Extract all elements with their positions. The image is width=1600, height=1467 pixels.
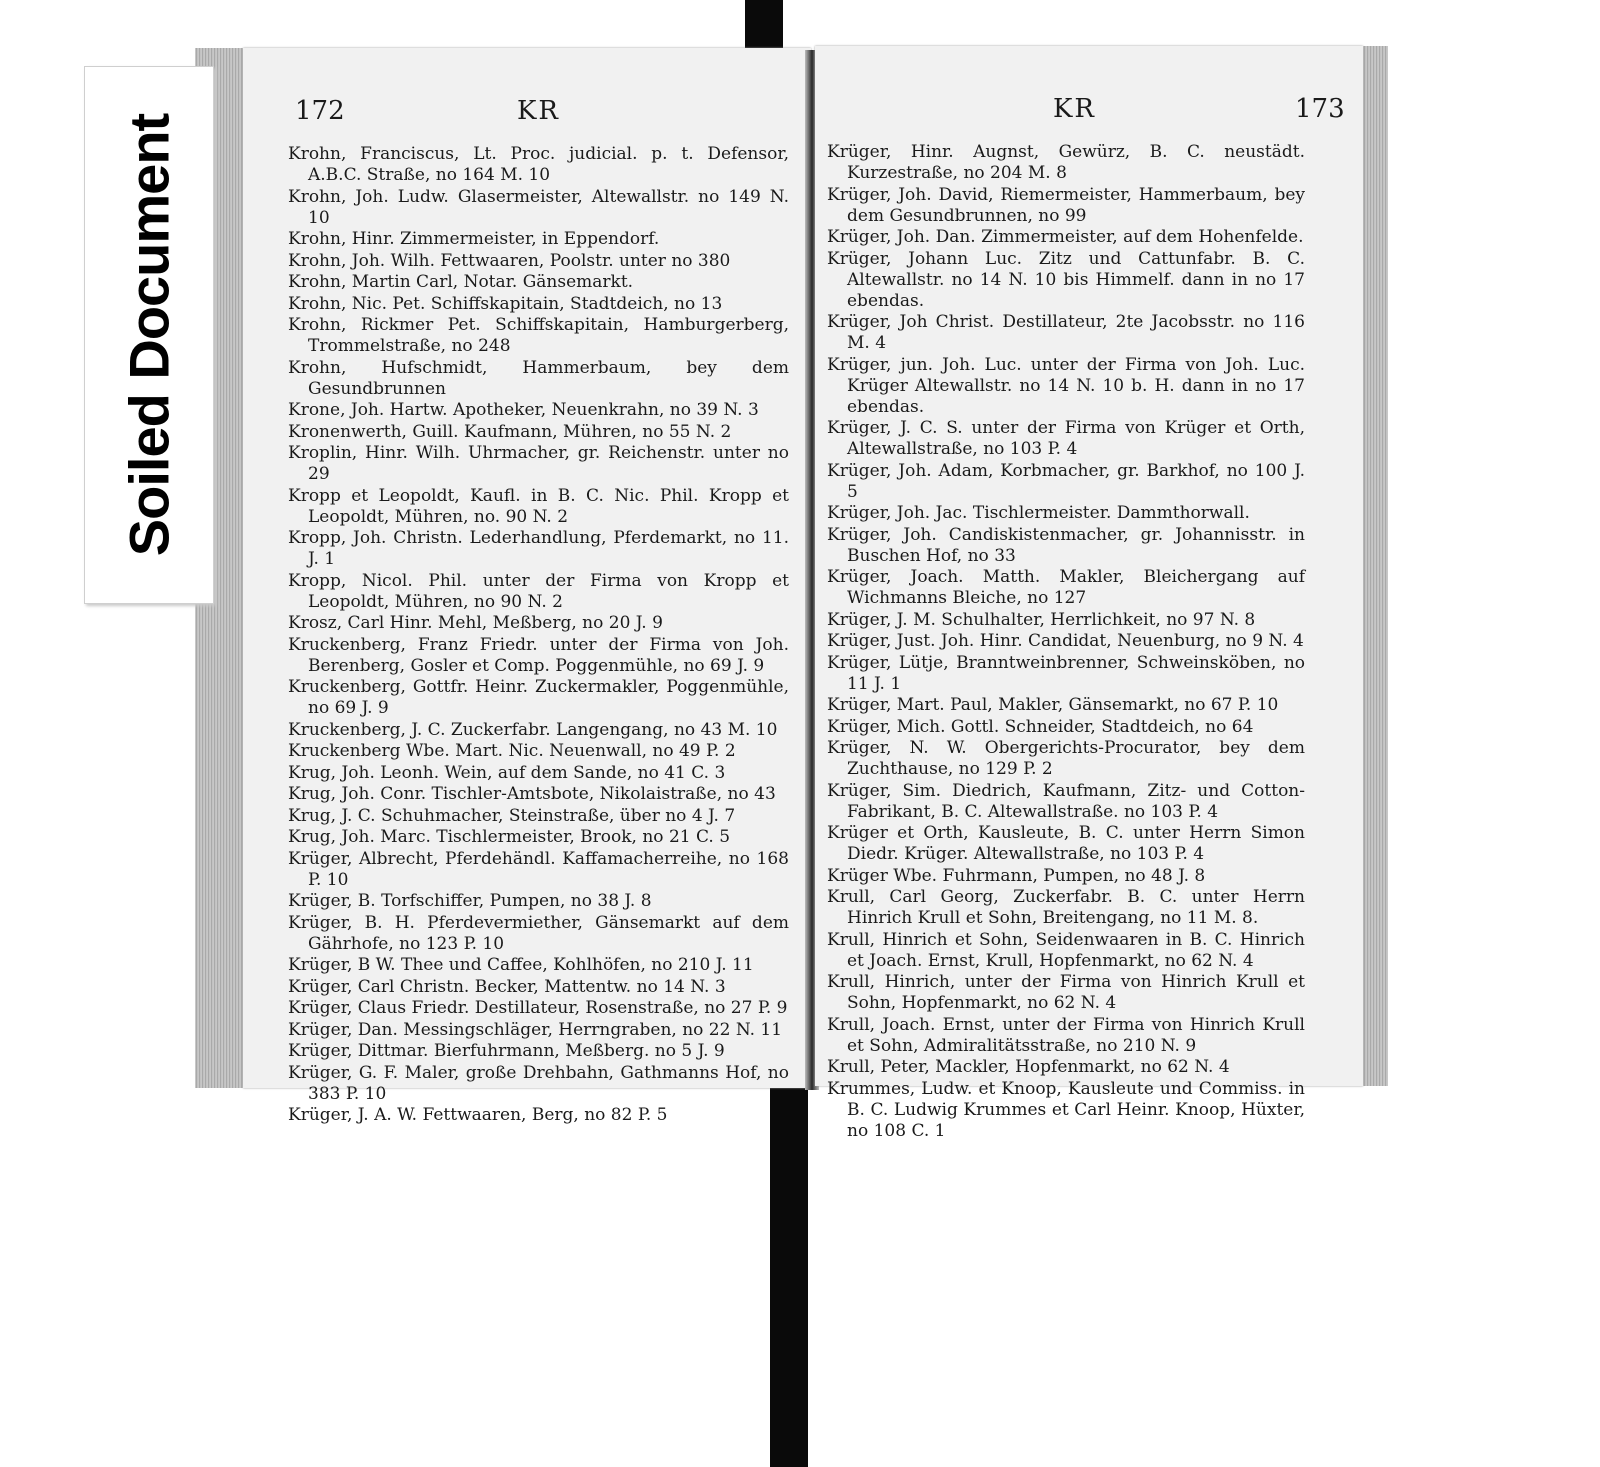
directory-entry: Krug, Joh. Marc. Tischlermeister, Brook, no 21 C. 5 xyxy=(288,827,731,847)
directory-entry: Kropp, Joh. Christn. Lederhandlung, Pferdemarkt, no 11. J. 1 xyxy=(288,528,789,569)
directory-entry: Krüger, Joh. David, Riemermeister, Hammerbaum, bey dem Gesundbrunnen, no 99 xyxy=(827,184,1305,226)
directory-entry: Krull, Peter, Mackler, Hopfenmarkt, no 62 N. 4 xyxy=(827,1057,1230,1077)
directory-entry: Krüger, Dan. Messingschläger, Herrngraben, no 22 N. 11 xyxy=(288,1019,783,1040)
directory-entry: Krüger, Joh. Jac. Tischlermeister. Dammthorwall. xyxy=(827,503,1250,523)
directory-entry: Krohn, Joh. Ludw. Glasermeister, Altewallstr. no 149 N. 10 xyxy=(288,186,789,228)
directory-entry: Krüger, Albrecht, Pferdehändl. Kaffamacherreihe, no 168 P. 10 xyxy=(288,848,789,890)
directory-entry: Krüger, Joh. Candiskistenmacher, gr. Johannisstr. in Buschen Hof, no 33 xyxy=(827,524,1305,566)
directory-entry: Krüger, B. Torfschiffer, Pumpen, no 38 J. 8 xyxy=(288,891,652,911)
soiled-document-label xyxy=(84,66,214,604)
directory-entry: Kronenwerth, Guill. Kaufmann, Mühren, no 55 N. 2 xyxy=(288,421,732,442)
directory-entry: Krug, J. C. Schuhmacher, Steinstraße, über no 4 J. 7 xyxy=(288,805,736,826)
directory-entry: Krosz, Carl Hinr. Mehl, Meßberg, no 20 J. 9 xyxy=(288,613,663,633)
page-number-right: 173 xyxy=(1295,94,1345,124)
directory-entry: Krohn, Martin Carl, Notar. Gänsemarkt. xyxy=(288,272,634,292)
directory-entry: Krohn, Hufschmidt, Hammerbaum, bey dem Gesundbrunnen xyxy=(288,357,789,399)
directory-entry: Krüger, Carl Christn. Becker, Mattentw. no 14 N. 3 xyxy=(288,976,726,997)
directory-entries-left xyxy=(288,144,789,1127)
directory-entry: Krull, Hinrich et Sohn, Seidenwaaren in B. C. Hinrich et Joach. Ernst, Krull, Hopfenmarkt, no 62 N. 4 xyxy=(827,929,1305,971)
directory-entry: Kruckenberg Wbe. Mart. Nic. Neuenwall, no 49 P. 2 xyxy=(288,741,736,761)
left-page xyxy=(243,48,811,1125)
directory-entry: Krüger, Joach. Matth. Makler, Bleichergang auf Wichmanns Bleiche, no 127 xyxy=(827,567,1305,608)
directory-entry: Krüger, J. A. W. Fettwaaren, Berg, no 82 P. 5 xyxy=(288,1105,668,1125)
binding-strap-bottom xyxy=(770,1085,808,1467)
directory-entry: Krüger, Claus Friedr. Destillateur, Rosenstraße, no 27 P. 9 xyxy=(288,998,788,1018)
running-head-right: KR xyxy=(1053,94,1096,124)
directory-entry: Krüger Wbe. Fuhrmann, Pumpen, no 48 J. 8 xyxy=(827,865,1206,886)
directory-entry: Krüger, J. M. Schulhalter, Herrlichkeit, no 97 N. 8 xyxy=(827,609,1256,630)
right-page xyxy=(815,46,1363,1141)
directory-entry: Krüger, jun. Joh. Luc. unter der Firma von Joh. Luc. Krüger Altewallstr. no 14 N. 10 b. H. dann in no 17 ebendas. xyxy=(827,354,1305,417)
directory-entry: Krohn, Joh. Wilh. Fettwaaren, Poolstr. unter no 380 xyxy=(288,250,731,271)
running-head-left: KR xyxy=(517,96,560,126)
directory-entry: Krüger, B W. Thee und Caffee, Kohlhöfen, no 210 J. 11 xyxy=(288,955,754,975)
page-number-left: 172 xyxy=(295,96,345,126)
directory-entry: Krull, Carl Georg, Zuckerfabr. B. C. unter Herrn Hinrich Krull et Sohn, Breitengang, no 11 M. 8. xyxy=(827,887,1305,928)
directory-entry: Krohn, Hinr. Zimmermeister, in Eppendorf. xyxy=(288,229,660,249)
directory-entry: Krüger, Dittmar. Bierfuhrmann, Meßberg. no 5 J. 9 xyxy=(288,1041,725,1061)
directory-entries-right xyxy=(827,142,1305,1142)
directory-entry: Kruckenberg, Gottfr. Heinr. Zuckermakler, Poggenmühle, no 69 J. 9 xyxy=(288,677,789,718)
directory-entry: Krüger, Joh. Dan. Zimmermeister, auf dem Hohenfelde. xyxy=(827,227,1304,247)
right-page-edges xyxy=(1360,46,1388,1086)
directory-entry: Krüger, Mich. Gottl. Schneider, Stadtdeich, no 64 xyxy=(827,716,1254,737)
directory-entry: Krüger, J. C. S. unter der Firma von Krüger et Orth, Altewallstraße, no 103 P. 4 xyxy=(827,418,1305,459)
directory-entry: Krug, Joh. Conr. Tischler-Amtsbote, Nikolaistraße, no 43 xyxy=(288,784,776,804)
directory-entry: Krull, Joach. Ernst, unter der Firma von Hinrich Krull et Sohn, Admiralitätsstraße, no 210 N. 9 xyxy=(827,1014,1305,1056)
directory-entry: Krone, Joh. Hartw. Apotheker, Neuenkrahn, no 39 N. 3 xyxy=(288,400,759,420)
label-text: Soiled Document xyxy=(117,113,181,557)
directory-entry: Krohn, Nic. Pet. Schiffskapitain, Stadtdeich, no 13 xyxy=(288,293,723,314)
directory-entry: Krüger, Just. Joh. Hinr. Candidat, Neuenburg, no 9 N. 4 xyxy=(827,631,1304,651)
directory-entry: Kruckenberg, Franz Friedr. unter der Firma von Joh. Berenberg, Gosler et Comp. Poggenmühle, no 69 J. 9 xyxy=(288,634,789,676)
directory-entry: Krummes, Ludw. et Knoop, Kausleute und Commiss. in B. C. Ludwig Krummes et Carl Heinr. Knoop, Hüxter, no 108 C. 1 xyxy=(827,1078,1305,1141)
directory-entry: Krüger, Hinr. Augnst, Gewürz, B. C. neustädt. Kurzestraße, no 204 M. 8 xyxy=(827,142,1305,183)
directory-entry: Krüger, G. F. Maler, große Drehbahn, Gathmanns Hof, no 383 P. 10 xyxy=(288,1062,789,1104)
directory-entry: Kruckenberg, J. C. Zuckerfabr. Langengang, no 43 M. 10 xyxy=(288,719,778,740)
directory-entry: Krüger, Johann Luc. Zitz und Cattunfabr. B. C. Altewallstr. no 14 N. 10 bis Himmelf. dann in no 17 ebendas. xyxy=(827,248,1305,311)
directory-entry: Kroplin, Hinr. Wilh. Uhrmacher, gr. Reichenstr. unter no 29 xyxy=(288,443,789,484)
directory-entry: Krüger, B. H. Pferdevermiether, Gänsemarkt auf dem Gährhofe, no 123 P. 10 xyxy=(288,912,789,954)
directory-entry: Krüger, Mart. Paul, Makler, Gänsemarkt, no 67 P. 10 xyxy=(827,695,1279,715)
directory-entry: Krüger, N. W. Obergerichts-Procurator, bey dem Zuchthause, no 129 P. 2 xyxy=(827,738,1305,779)
directory-entry: Kropp et Leopoldt, Kaufl. in B. C. Nic. Phil. Kropp et Leopoldt, Mühren, no. 90 N. 2 xyxy=(288,485,789,527)
directory-entry: Krüger, Lütje, Branntweinbrenner, Schweinsköben, no 11 J. 1 xyxy=(827,652,1305,694)
directory-entry: Kropp, Nicol. Phil. unter der Firma von Kropp et Leopoldt, Mühren, no 90 N. 2 xyxy=(288,570,789,612)
directory-entry: Krohn, Franciscus, Lt. Proc. judicial. p. t. Defensor, A.B.C. Straße, no 164 M. 10 xyxy=(288,144,789,185)
directory-entry: Krüger et Orth, Kausleute, B. C. unter Herrn Simon Diedr. Krüger. Altewallstraße, no 103 P. 4 xyxy=(827,823,1305,864)
directory-entry: Krull, Hinrich, unter der Firma von Hinrich Krull et Sohn, Hopfenmarkt, no 62 N. 4 xyxy=(827,972,1305,1013)
directory-entry: Krüger, Joh Christ. Destillateur, 2te Jacobsstr. no 116 M. 4 xyxy=(827,312,1305,353)
directory-entry: Krüger, Sim. Diedrich, Kaufmann, Zitz- und Cotton-Fabrikant, B. C. Altewallstraße. no 103 P. 4 xyxy=(827,780,1305,822)
directory-entry: Krüger, Joh. Adam, Korbmacher, gr. Barkhof, no 100 J. 5 xyxy=(827,460,1305,502)
directory-entry: Krohn, Rickmer Pet. Schiffskapitain, Hamburgerberg, Trommelstraße, no 248 xyxy=(288,315,789,356)
directory-entry: Krug, Joh. Leonh. Wein, auf dem Sande, no 41 C. 3 xyxy=(288,762,726,783)
